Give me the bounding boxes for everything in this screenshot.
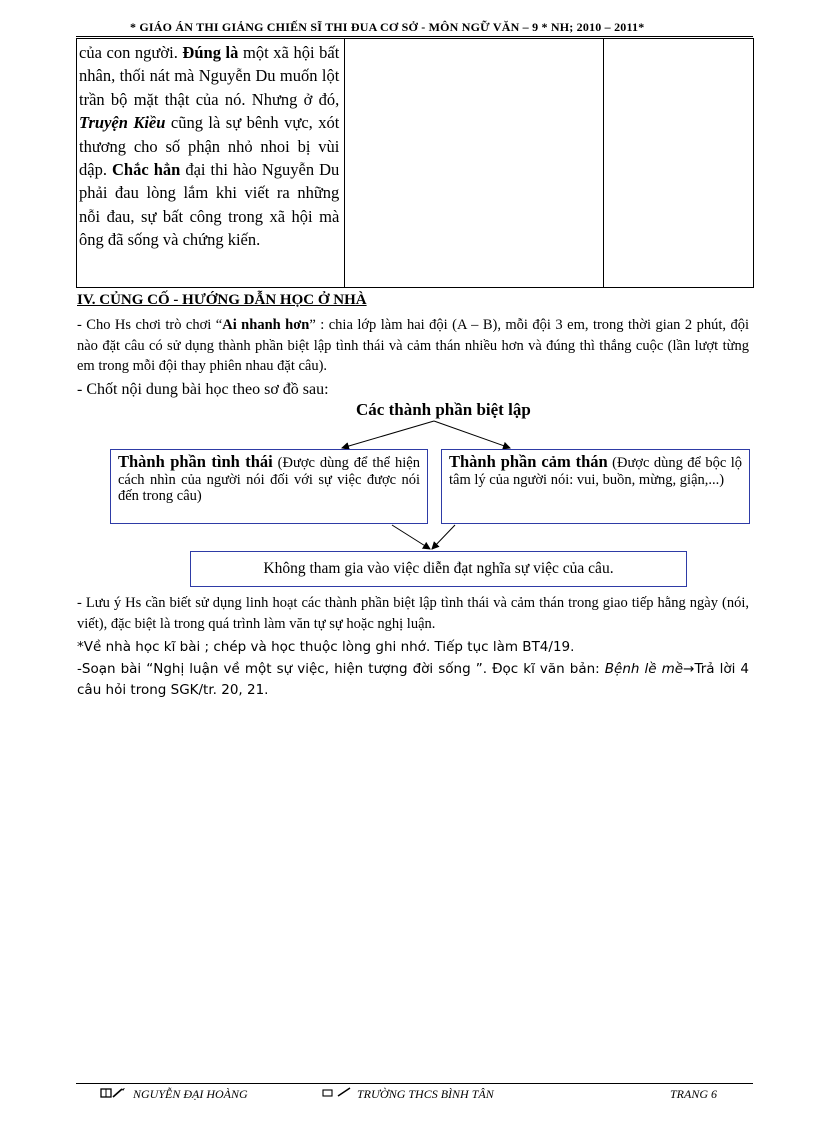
homework-note: *Về nhà học kĩ bài ; chép và học thuộc lòng ghi nhớ. Tiếp tục làm BT4/19.: [77, 639, 575, 655]
exclamatory-component-box: Thành phần cảm thán (Được dùng để bộc lộ tâm lý của người nói: vui, buồn, mừng, giận,...): [441, 449, 750, 524]
section-title: IV. CỦNG CỐ - HƯỚNG DẪN HỌC Ở NHÀ: [77, 292, 367, 308]
summary-intro: - Chốt nội dung bài học theo sơ đồ sau:: [77, 381, 329, 398]
preparation-note: -Soạn bài “Nghị luận về một sự việc, hiện tượng đời sống ”. Đọc kĩ văn bản: Bệnh lề mề→Trả lời 4 câu hỏi trong SGK/tr. 20, 21.: [77, 661, 749, 698]
arrow-icon: →: [683, 661, 695, 677]
arrow-to-left-box: [342, 421, 434, 448]
footer-rule: [76, 1083, 753, 1084]
footer-page: TRANG 6: [670, 1087, 718, 1101]
modal-component-box: Thành phần tình thái (Được dùng để thể hiện cách nhìn của người nói đối với sự việc được nói đến trong câu): [110, 449, 428, 524]
game-instruction: - Cho Hs chơi trò chơi “Ai nhanh hơn” : chia lớp làm hai đội (A – B), mỗi đội 3 em, trong thời gian 2 phút, đội nào đặt câu có sử dụng thành phần biệt lập tình thái và cảm thán nhiều hơn và đúng thì thắng cuộc (lần lượt từng em trong mỗi đội thay phiên nhau đặt câu).: [77, 317, 750, 374]
pencil-icon: [322, 1087, 354, 1099]
diagram-title: Các thành phần biệt lập: [356, 400, 531, 419]
usage-note: - Lưu ý Hs cần biết sử dụng linh hoạt các thành phần biệt lập tình thái và cảm thán trong giao tiếp hằng ngày (nói, viết), đặc biệt là trong quá trình làm văn tự sự hoặc nghị luận.: [77, 595, 749, 632]
arrow-left-to-bottom: [392, 525, 430, 549]
cell-paragraph: của con người. Đúng là một xã hội bất nhân, thối nát mà Nguyễn Du muốn lột trần bộ mặt thật của nó. Nhưng ở đó, Truyện Kiều cũng là sự bênh vực, xót thương cho số phận nhỏ nhoi bị vùi dập. Chắc hẳn đại thi hào Nguyễn Du phải đau lòng lắm khi viết ra những nỗi đau, sự bất công trong xã hội mà ông đã sống và chứng kiến.: [79, 43, 340, 250]
book-pen-icon: [100, 1087, 130, 1099]
footer-school: TRƯỜNG THCS BÌNH TÂN: [322, 1087, 494, 1102]
arrow-to-right-box: [434, 421, 510, 448]
footer-author: NGUYỄN ĐẠI HOÀNG: [100, 1087, 248, 1102]
page-header: * GIÁO ÁN THI GIẢNG CHIẾN SĨ THI ĐUA CƠ SỞ - MÔN NGỮ VĂN – 9 * NH; 2010 – 2011*: [130, 20, 645, 34]
arrow-right-to-bottom: [432, 525, 455, 549]
common-property-box: Không tham gia vào việc diễn đạt nghĩa sự việc của câu.: [190, 551, 687, 587]
